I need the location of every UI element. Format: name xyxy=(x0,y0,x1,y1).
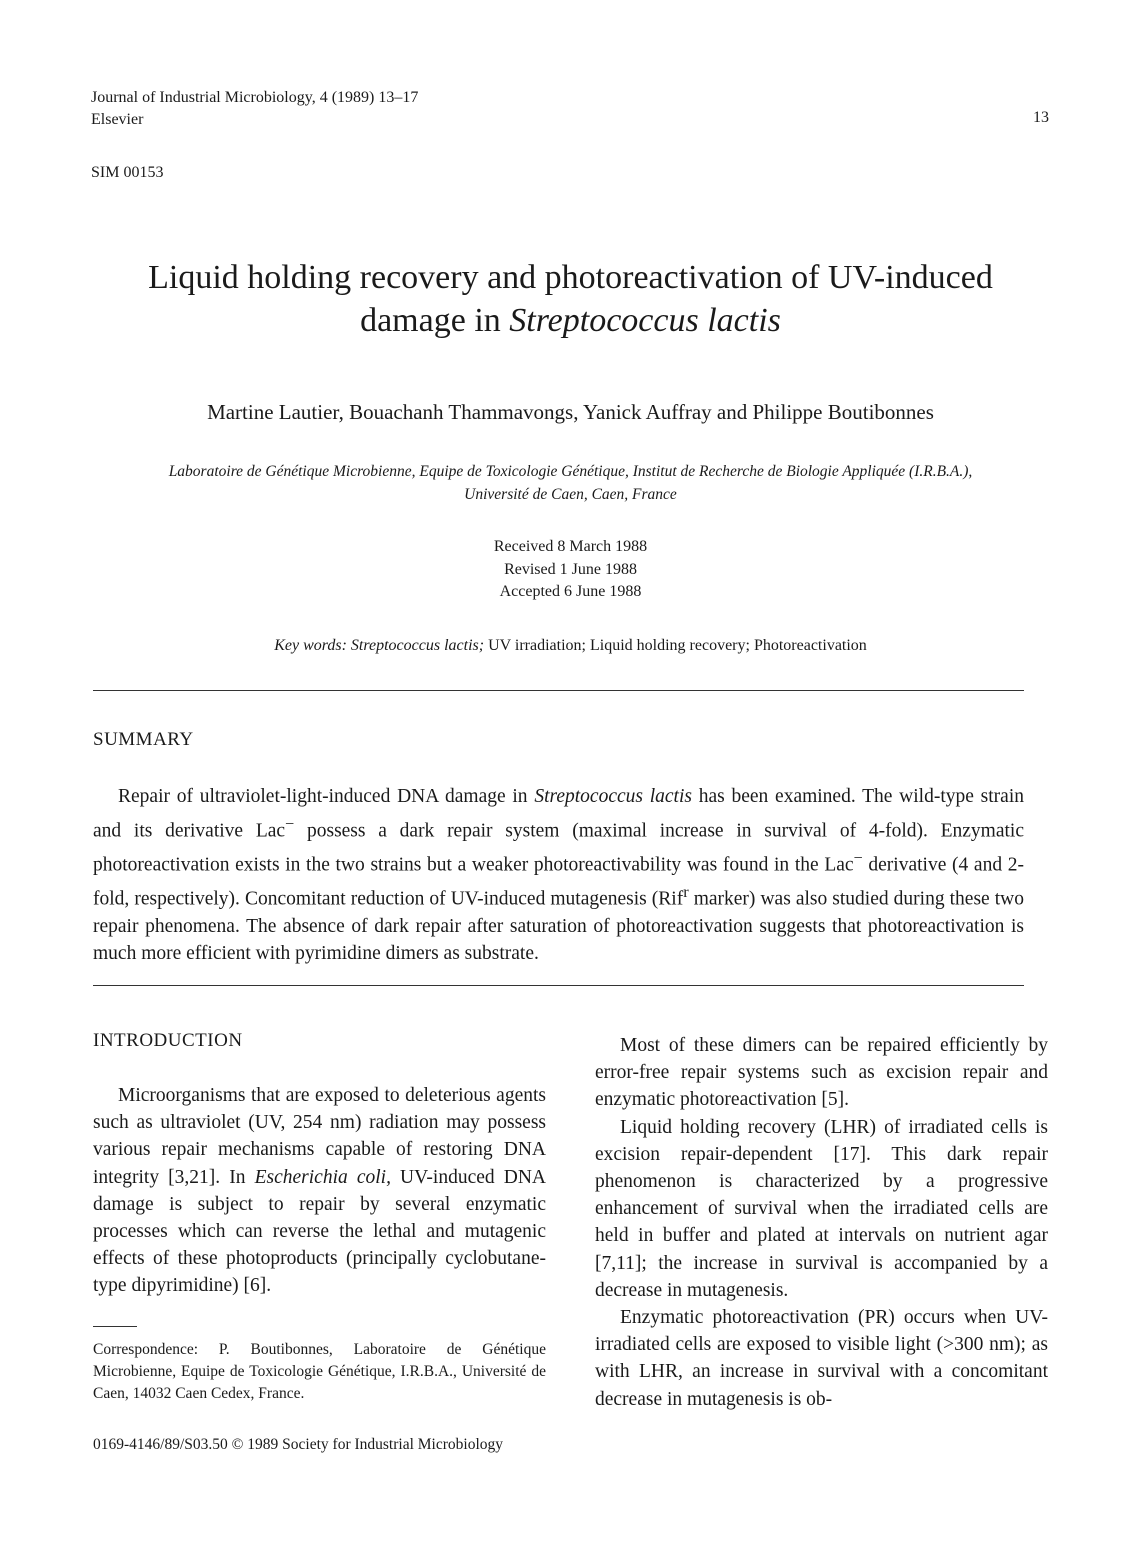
affiliation-line-1: Laboratoire de Génétique Microbienne, Equipe de Toxicologie Génétique, Institut de Recherche de Biologie Appliquée (I.R.B.A.), xyxy=(168,463,973,480)
intro-paragraph-2: Most of these dimers can be repaired efficiently by error-free repair systems such as excision repair and enzymatic photoreactivation [5]. xyxy=(595,1035,1048,1111)
revised-date: Revised 1 June 1988 xyxy=(504,560,637,578)
submission-dates xyxy=(300,536,841,604)
footnote-rule xyxy=(93,1326,137,1327)
keywords xyxy=(60,637,1081,655)
journal-citation: Journal of Industrial Microbiology, 4 (1989) 13–17 xyxy=(91,89,419,106)
summary-part: possess a dark repair system (maximal increase in survival of 4-fold). Enzymatic photoreactivation exists in the two strains but a weaker photoreactivability was found in the Lac xyxy=(93,820,1024,875)
divider-bottom xyxy=(93,985,1024,986)
paper-title xyxy=(60,256,1081,342)
superscript-r: r xyxy=(683,882,689,901)
accepted-date: Accepted 6 June 1988 xyxy=(499,583,642,600)
divider-top xyxy=(93,690,1024,691)
affiliation xyxy=(90,460,1051,506)
title-line-2-plain: damage in xyxy=(360,302,510,339)
paragraph-text: Microorganisms that are exposed to deleterious agents such as ultraviolet (UV, 254 nm) radiation may possess various repair mechanisms capable of restoring DNA integrity [3,21]. In xyxy=(93,1085,546,1188)
summary-part: Repair of ultraviolet-light-induced DNA damage in xyxy=(118,786,535,807)
summary-text xyxy=(93,783,1024,968)
publisher: Elsevier xyxy=(91,111,144,128)
intro-paragraph-1 xyxy=(93,1082,546,1300)
introduction-heading: INTRODUCTION xyxy=(93,1030,243,1051)
keywords-list: UV irradiation; Liquid holding recovery; Photoreactivation xyxy=(484,637,867,654)
summary-heading: SUMMARY xyxy=(93,729,194,750)
title-line-2 xyxy=(60,299,1081,342)
summary-organism: Streptococcus lactis xyxy=(534,786,692,807)
title-organism: Streptococcus lactis xyxy=(509,302,781,339)
correspondence-footnote: Correspondence: P. Boutibonnes, Laboratoire de Génétique Microbienne, Equipe de Toxicologie Génétique, I.R.B.A., Université de Caen, 14032 Caen Cedex, France. xyxy=(93,1341,546,1402)
intro-paragraph-3: Liquid holding recovery (LHR) of irradiated cells is excision repair-dependent [17]. This dark repair phenomenon is characterized by a progressive enhancement of survival when the irradiated cells are held in buffer and plated at intervals on nutrient agar [7,11]; the increase in survival is accompanied by a decrease in mutagenesis. xyxy=(595,1116,1048,1301)
authors: Martine Lautier, Bouachanh Thammavongs, Yanick Auffray and Philippe Boutibonnes xyxy=(207,400,934,424)
title-line-1: Liquid holding recovery and photoreactivation of UV-induced xyxy=(148,259,993,296)
keywords-label: Key words: xyxy=(274,637,351,654)
intro-paragraph-4: Enzymatic photoreactivation (PR) occurs when UV-irradiated cells are exposed to visible light (>300 nm); as with LHR, an increase in survival with a concomitant decrease in mutagenesis is ob- xyxy=(595,1307,1048,1410)
paragraph-text: UV-induced DNA damage is subject to repair by several enzymatic processes which can reverse the lethal and mutagenic effects of these photoproducts (principally cyclobutane-type dipyrimidine) [6]. xyxy=(93,1166,546,1297)
organism-name: Escherichia coli, xyxy=(254,1166,391,1188)
affiliation-line-2: Université de Caen, Caen, France xyxy=(464,486,677,503)
page-number: 13 xyxy=(1033,109,1049,126)
summary-part: has been examined. The wild-type strain and its derivative Lac xyxy=(93,786,1024,841)
right-column xyxy=(595,1032,1048,1413)
superscript-minus: − xyxy=(285,814,295,833)
copyright-line: 0169-4146/89/S03.50 © 1989 Society for Industrial Microbiology xyxy=(93,1436,504,1453)
left-column xyxy=(93,1082,546,1300)
keywords-organism: Streptococcus lactis; xyxy=(350,637,485,654)
summary-part: derivative (4 and 2-fold, respectively). Concomitant reduction of UV-induced mutagenesis (Rif xyxy=(93,854,1024,909)
summary-part: marker) was also studied during these two repair phenomena. The absence of dark repair after saturation of photoreactivation suggests that photoreactivation is much more efficient with pyrimidine dimers as substrate. xyxy=(93,888,1024,964)
superscript-minus: − xyxy=(853,848,863,867)
sim-id: SIM 00153 xyxy=(91,164,164,181)
received-date: Received 8 March 1988 xyxy=(493,538,648,555)
